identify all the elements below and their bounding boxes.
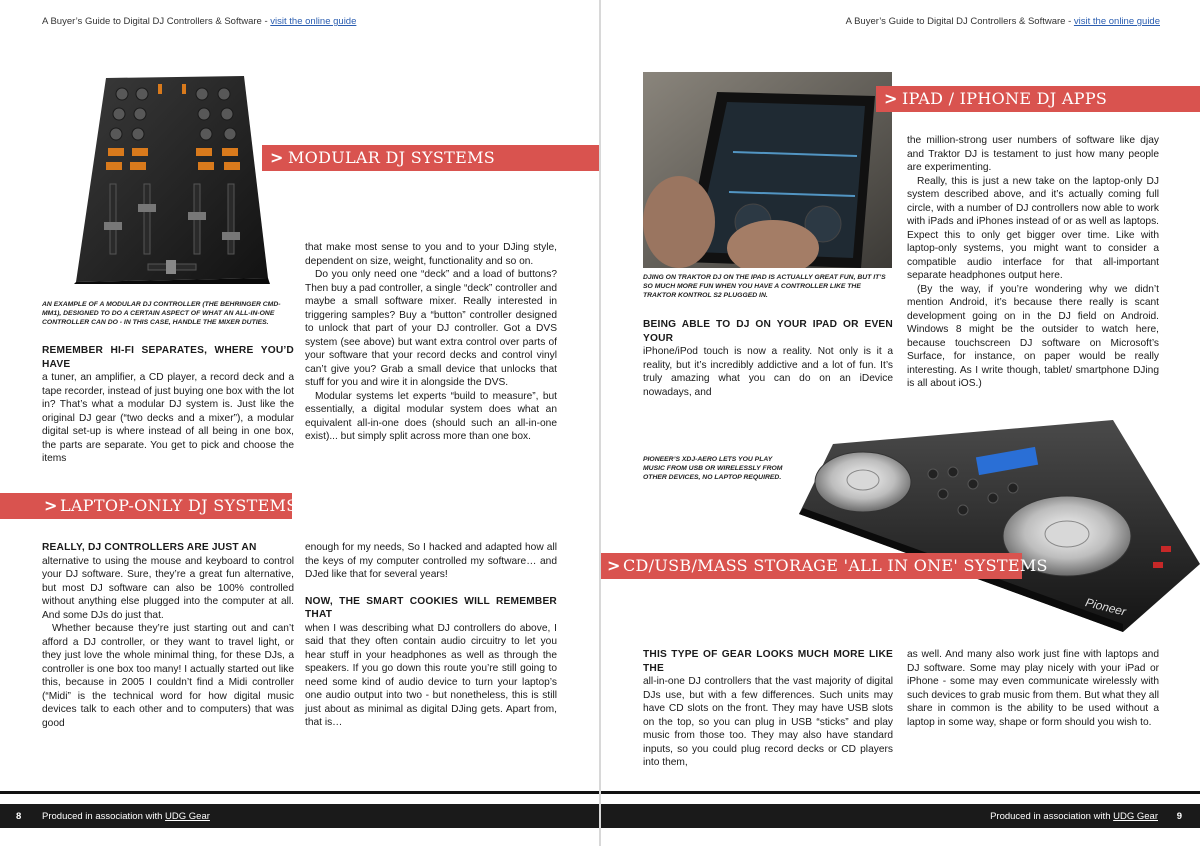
laptop-col2-lead: NOW, THE SMART COOKIES WILL REMEMBER THAT <box>305 595 557 620</box>
modular-lead: REMEMBER HI-FI SEPARATES, WHERE YOU’D HAVE <box>42 345 294 370</box>
laptop-col1-p1: alternative to using the mouse and keyboard to control your DJ software. Sure, they’re a great fun alternative, but most DJ software can also be 100% controlled without anything else plugged into the computer at all. And some DJs do just that. <box>42 555 294 621</box>
ipad-col1-text: iPhone/iPod touch is now a reality. Not only is it a reality, but it’s incredibly addictive and a lot of fun. It’s truly amazing what you can do on an iDevice nowadays, and <box>643 346 893 398</box>
ipad-photo <box>643 72 892 268</box>
allinone-lead: THIS TYPE OF GEAR LOOKS MUCH MORE LIKE THE <box>643 649 893 674</box>
ipad-lead: BEING ABLE TO DJ ON YOUR IPAD OR EVEN YOUR <box>643 319 893 344</box>
laptop-column-2 <box>305 541 557 730</box>
laptop-heading-banner <box>0 493 298 519</box>
ipad-col2-p3: (By the way, if you’re wondering why we didn’t mention Android, it’s because there really is scant development going on in the DJ field on Android. Windows 8 might be the outsider to watch here, because touchscreen DJ software on Microsoft’s Surface, for instance, on paper would be really interesting. As I write though, tablet/ smartphone DJing is all about iOS.) <box>907 283 1159 389</box>
footer-credit-text: Produced in association with <box>42 811 163 822</box>
ipad-col2-p1: the million-strong user numbers of software like djay and Traktor DJ is testament to just how many people are experimenting. <box>907 135 1159 173</box>
page-number: 9 <box>1176 811 1182 822</box>
laptop-lead: REALLY, DJ CONTROLLERS ARE JUST AN <box>42 542 257 553</box>
allinone-heading-banner <box>601 553 1048 579</box>
allinone-column-2 <box>907 648 1159 729</box>
modular-heading: MODULAR DJ SYSTEMS <box>288 148 496 167</box>
arrow-icon: > <box>884 89 898 108</box>
laptop-col2-p1: enough for my needs, So I hacked and adapted how all the keys of my computer controlled my software… and DJed like that for several years! <box>305 542 557 580</box>
udg-gear-link[interactable]: UDG Gear <box>165 811 210 822</box>
udg-gear-link[interactable]: UDG Gear <box>1113 811 1158 822</box>
online-guide-link[interactable]: visit the online guide <box>1073 16 1160 27</box>
laptop-column-1 <box>42 541 294 730</box>
modular-col1-text: a tuner, an amplifier, a CD player, a record deck and a tape recorder, instead of just buying one box with the lot in? That’s what a modular DJ system is. Just like the original DJ gear (“two decks and a mixer”), a modular digital set-up is where instead of all being in one box, the parts are separate. You get to pick and choose the items <box>42 372 295 464</box>
page-number: 8 <box>16 811 22 822</box>
ipad-column-2 <box>907 134 1159 391</box>
ipad-heading: IPAD / IPHONE DJ APPS <box>902 89 1108 108</box>
pioneer-logo: Pioneer <box>1083 595 1128 619</box>
modular-heading-banner <box>262 145 599 171</box>
footer-credit <box>42 811 210 822</box>
xdj-caption: PIONEER’S XDJ-AERO LETS YOU PLAY MUSIC FROM USB OR WIRELESSLY FROM OTHER DEVICES, NO LAPTOP REQUIRED. <box>643 456 783 481</box>
footer-credit-text: Produced in association with <box>990 811 1111 822</box>
modular-col2-p2: Do you only need one “deck” and a load of buttons? Then buy a pad controller, a single “deck” controller and maybe a small software mixer. Really interested in triggering samples? Buy a “button” controller designed to unlock that part of your DJ controller. Got a DVS system (see above) but want extra control over parts of your software that your record decks and control vinyl can’t give you? Grab a small device that unlocks that stuff for you and wire it in alongside the DVS. <box>305 269 557 388</box>
footer-rule <box>601 791 1200 794</box>
footer-rule <box>0 791 599 794</box>
running-head <box>42 16 356 27</box>
laptop-heading: LAPTOP-ONLY DJ SYSTEMS <box>60 496 298 515</box>
modular-caption: AN EXAMPLE OF A MODULAR DJ CONTROLLER (THE BEHRINGER CMD-MM1), DESIGNED TO DO A CERTAIN ASPECT OF WHAT AN ALL-IN-ONE CONTROLLER CAN DO - IN THIS CASE, HANDLE THE MIXER DUTIES. <box>42 301 281 326</box>
modular-col2-p1: that make most sense to you and to your DJing style, dependent on size, weight, functionality and so on. <box>305 242 557 267</box>
allinone-heading: CD/USB/MASS STORAGE 'ALL IN ONE' SYSTEMS <box>623 556 1048 575</box>
modular-column-2 <box>305 241 557 444</box>
ipad-column-1 <box>643 318 893 399</box>
running-head <box>846 16 1160 27</box>
laptop-col2-p2: when I was describing what DJ controllers do above, I said that they often contain audio circuitry to let you hear stuff in your headphones as well as through the speakers. If you go down this route you’re still going to need some kind of audio device to turn your laptop’s one audio output into two - but nonetheless, this is still just about as minimal as digital DJing gets. Apart from, that is… <box>305 622 557 728</box>
online-guide-link[interactable]: visit the online guide <box>270 16 357 27</box>
allinone-column-1 <box>643 648 893 770</box>
allinone-col2-text: as well. And many also work just fine with laptops and DJ software. Some may play nicely with your iPad or iPhone - some may even communicate wirelessly with such devices to grab music from them. But what they all share in common is the ability to be used without a laptop in some way, shape or form should you wish to. <box>907 649 1159 728</box>
footer-credit <box>990 811 1158 822</box>
laptop-col1-p2: Whether because they’re just starting out and can’t afford a DJ controller, or they want to travel light, or they just love the whole minimal thing, for these DJs, a controller is one box too many! I actually started out like this, because in 2005 I couldn’t find a Midi controller (“Midi” is the technical word for how digital music devices talk to each other and to computers) that was good <box>42 623 294 729</box>
ipad-col2-p2: Really, this is just a new take on the laptop-only DJ system described above, and it’s actually coming full circle, with a number of DJ controllers now able to work with iPads and iPhones instead of or as well as laptops. Expect this to only get bigger over time. Like with laptop-only systems, you might want to consider a compatible audio interface for that all-important separate headphones output here. <box>907 175 1159 281</box>
modular-col2-p3: Modular systems let experts “build to measure”, but essentially, a digital modular system does what an equivalent all-in-one does (should such an all-in-one exist)... but simply split across more than one box. <box>305 390 557 442</box>
modular-controller-image <box>72 72 272 284</box>
arrow-icon: > <box>607 556 621 575</box>
left-page <box>0 0 599 846</box>
xdj-aero-image <box>793 414 1200 632</box>
left-footer <box>0 804 599 828</box>
ipad-caption: DJING ON TRAKTOR DJ ON THE IPAD IS ACTUALLY GREAT FUN, BUT IT’S SO MUCH MORE FUN WHEN YOU HAVE A CONTROLLER LIKE THE TRAKTOR KONTROL S2 PLUGGED IN. <box>643 274 886 299</box>
ipad-heading-banner <box>876 86 1200 112</box>
right-footer <box>601 804 1200 828</box>
running-head-text: A Buyer’s Guide to Digital DJ Controllers & Software - <box>42 16 268 27</box>
arrow-icon: > <box>44 496 58 515</box>
allinone-col1-text: all-in-one DJ controllers that the vast majority of digital DJs use, but with a few differences. Such units may have CD slots on the front. They may have USB slots on the top, so you can plug in USB “sticks” and play music from those too. They may also have standard inputs, so you could plug record decks or CD players into them, <box>643 676 893 768</box>
right-page <box>601 0 1200 846</box>
modular-column-1 <box>42 344 294 466</box>
arrow-icon: > <box>270 148 284 167</box>
running-head-text: A Buyer’s Guide to Digital DJ Controllers & Software - <box>845 16 1072 27</box>
